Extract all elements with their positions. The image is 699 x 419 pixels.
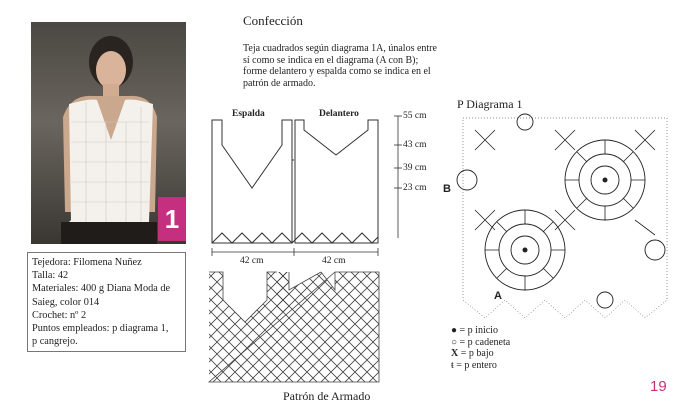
start-stitch-icon: ● xyxy=(451,325,458,336)
legend-item: ● = p inicio xyxy=(451,325,498,336)
info-line: Crochet: nº 2 xyxy=(32,309,87,321)
measure-23: 23 cm xyxy=(403,183,427,193)
diagram-title: P Diagrama 1 xyxy=(457,97,523,111)
legend-item: X = p bajo xyxy=(451,348,494,359)
join-label-a: A xyxy=(494,290,502,302)
join-label-b: B xyxy=(443,183,451,195)
front-label: Delantero xyxy=(319,109,359,119)
measure-43: 43 cm xyxy=(403,140,427,150)
info-line: Puntos empleados: p diagrama 1, xyxy=(32,323,169,335)
info-line: p cangrejo. xyxy=(32,336,78,348)
back-label: Espalda xyxy=(232,109,265,119)
width-left: 42 cm xyxy=(240,256,264,266)
page-number: 19 xyxy=(650,378,667,395)
width-right: 42 cm xyxy=(322,256,346,266)
info-line: Saieg, color 014 xyxy=(32,296,100,308)
measure-55: 55 cm xyxy=(403,111,427,121)
pattern-number-badge: 1 xyxy=(158,197,186,241)
assembly-pattern xyxy=(205,270,385,390)
crochet-diagram xyxy=(455,110,680,325)
assembly-pattern-title: Patrón de Armado xyxy=(283,389,371,403)
single-crochet-icon: X xyxy=(451,348,459,359)
double-crochet-icon: ŧ xyxy=(451,359,454,371)
garment-schematic xyxy=(200,100,420,270)
info-line: Tejedora: Filomena Nuñez xyxy=(32,257,142,268)
info-line: Materiales: 400 g Diana Moda de xyxy=(32,283,171,295)
section-title: Confección xyxy=(243,13,303,28)
pattern-info-box xyxy=(27,252,186,352)
info-line: Talla: 42 xyxy=(32,270,69,282)
instructions-text: Teja cuadrados según diagrama 1A, únalos entre sí como se indica en el diagrama (A con B); forme delantero y espalda como se indica en el patrón de armado. xyxy=(243,43,437,89)
chain-stitch-icon: ○ xyxy=(451,336,458,348)
legend-item: ○ = p cadeneta xyxy=(451,336,511,348)
symbol-legend xyxy=(451,325,510,371)
measure-39: 39 cm xyxy=(403,163,427,173)
legend-item: ŧ = p entero xyxy=(451,359,497,371)
